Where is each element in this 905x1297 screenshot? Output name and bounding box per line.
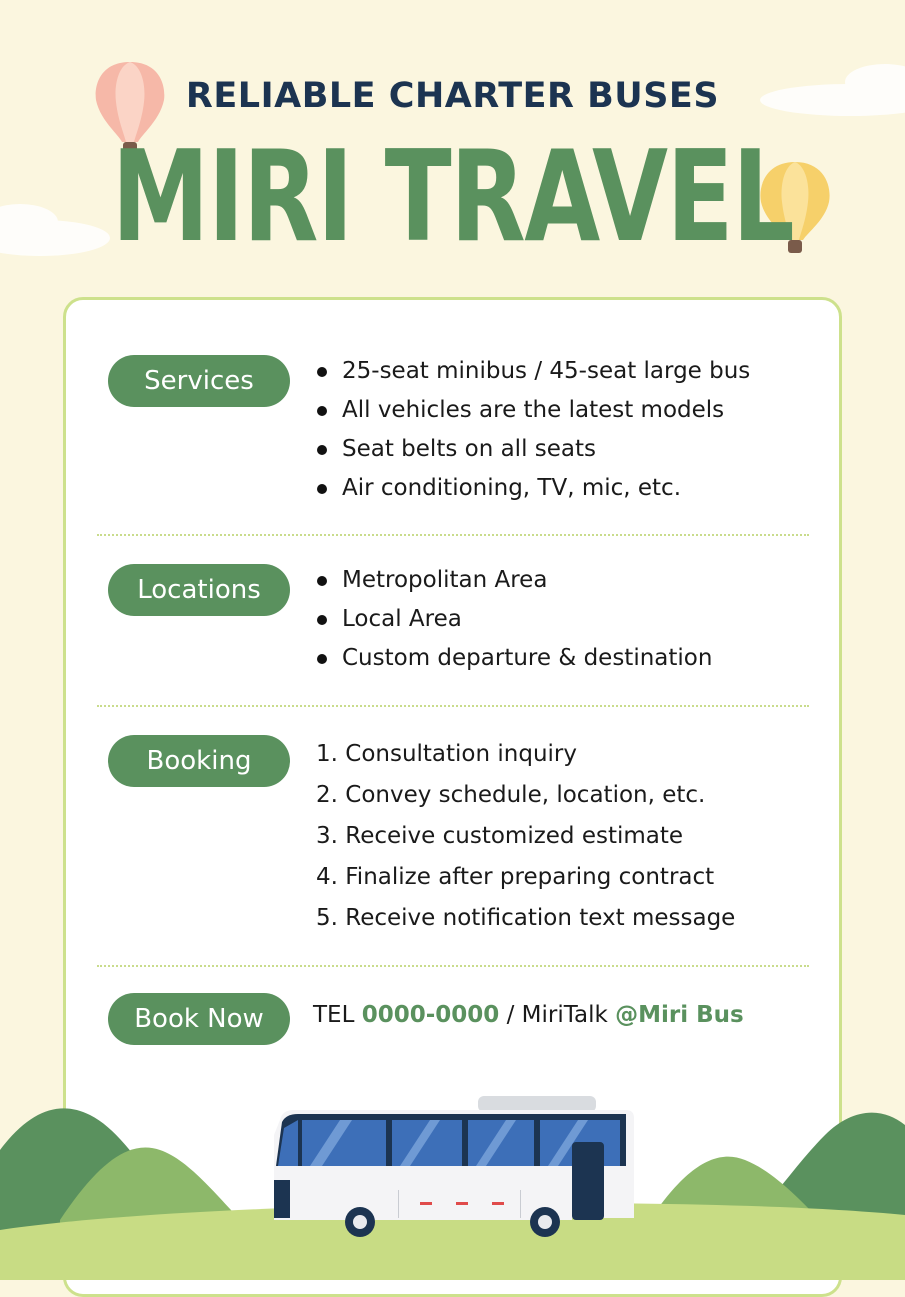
- talk-label: MiriTalk: [521, 1002, 608, 1028]
- tel-label: TEL: [313, 1002, 355, 1028]
- list-item: 1. Consultation inquiry: [316, 741, 577, 767]
- tel-number: 0000-0000: [361, 1002, 500, 1028]
- header-subtitle: RELIABLE CHARTER BUSES: [185, 76, 720, 116]
- page-title: MIRI TRAVEL: [111, 123, 794, 270]
- locations-pill: Locations: [108, 564, 290, 616]
- list-item: 2. Convey schedule, location, etc.: [316, 782, 706, 808]
- hills-illustration: [0, 1090, 905, 1280]
- list-item: 5. Receive notification text message: [316, 905, 736, 931]
- list-item: 4. Finalize after preparing contract: [316, 864, 715, 890]
- talk-handle: @Miri Bus: [615, 1002, 744, 1028]
- contact-separator: /: [506, 1002, 515, 1028]
- section-divider: [97, 705, 809, 707]
- bus-illustration: [274, 1096, 634, 1237]
- section-divider: [97, 534, 809, 536]
- list-item: Local Area: [316, 600, 712, 639]
- list-item: All vehicles are the latest models: [316, 391, 750, 430]
- list-item: 25-seat minibus / 45-seat large bus: [316, 352, 750, 391]
- list-item: Air conditioning, TV, mic, etc.: [316, 469, 750, 508]
- list-item: Metropolitan Area: [316, 561, 712, 600]
- booking-pill: Booking: [108, 735, 290, 787]
- list-item: Custom departure & destination: [316, 639, 712, 678]
- section-divider: [97, 965, 809, 967]
- services-list: [316, 352, 750, 508]
- list-item: Seat belts on all seats: [316, 430, 750, 469]
- cloud-left: [0, 204, 110, 256]
- booking-steps: [316, 734, 735, 939]
- list-item: 3. Receive customized estimate: [316, 823, 684, 849]
- book-now-pill: Book Now: [108, 993, 290, 1045]
- contact-line: [313, 1002, 744, 1028]
- locations-list: [316, 561, 712, 678]
- services-pill: Services: [108, 355, 290, 407]
